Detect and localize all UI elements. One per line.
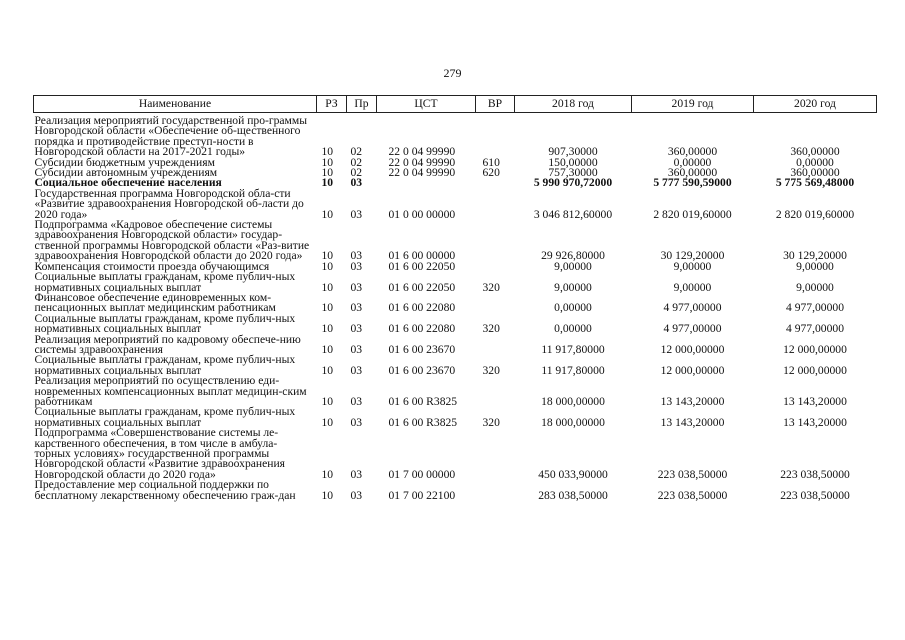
cell-name: Финансовое обеспечение единовременных ком-пенсационных выплат медицинским работникам bbox=[34, 290, 276, 315]
cell-2018: 283 038,50000 bbox=[538, 488, 608, 502]
cell-name: Социальные выплаты гражданам, кроме публич-ных нормативных социальных выплат bbox=[34, 405, 296, 429]
table-header-row bbox=[34, 96, 877, 113]
cell-rz: 10 bbox=[321, 301, 334, 315]
cell-pr: 03 bbox=[350, 415, 363, 429]
cell-2019: 12 000,00000 bbox=[660, 363, 725, 377]
cell-pr: 03 bbox=[350, 249, 363, 263]
cell-2018: 11 917,80000 bbox=[541, 363, 605, 377]
table-row bbox=[34, 480, 877, 501]
cell-name: Социальные выплаты гражданам, кроме публич-ных нормативных социальных выплат bbox=[34, 270, 296, 294]
cell-pr: 03 bbox=[350, 488, 363, 502]
cell-pr: 03 bbox=[350, 207, 363, 221]
cell-pr: 02 bbox=[350, 145, 363, 159]
cell-2018: 9,00000 bbox=[554, 280, 592, 294]
cell-cst: 01 6 00 22080 bbox=[388, 301, 456, 315]
cell-2019: 13 143,20000 bbox=[660, 415, 725, 429]
cell-2018: 907,30000 bbox=[548, 145, 598, 159]
table-row bbox=[34, 293, 877, 314]
cell-vr bbox=[476, 178, 515, 188]
cell-pr: 03 bbox=[350, 394, 363, 408]
cell-rz: 10 bbox=[321, 166, 334, 180]
cell-2018: 5 990 970,72000 bbox=[533, 176, 613, 190]
cell-2020: 2 820 019,60000 bbox=[775, 207, 855, 221]
header-rz: РЗ bbox=[317, 96, 347, 113]
cell-2019: 9,00000 bbox=[673, 259, 712, 273]
cell-pr: 03 bbox=[350, 301, 363, 315]
cell-2018: 18 000,00000 bbox=[541, 415, 605, 429]
cell-2020: 360,00000 bbox=[790, 166, 840, 180]
cell-2020: 4 977,00000 bbox=[786, 322, 844, 336]
cell-cst: 01 7 00 00000 bbox=[388, 467, 456, 481]
cell-vr: 320 bbox=[482, 322, 500, 336]
cell-2020: 223 038,50000 bbox=[780, 467, 850, 481]
cell-2019: 4 977,00000 bbox=[663, 301, 722, 315]
cell-rz: 10 bbox=[321, 363, 334, 377]
cell-rz: 10 bbox=[321, 155, 334, 169]
cell-2020: 5 775 569,48000 bbox=[775, 176, 855, 190]
cell-name: Компенсация стоимости проезда обучающимся bbox=[34, 259, 270, 273]
cell-pr: 03 bbox=[350, 467, 363, 481]
cell-2019: 0,00000 bbox=[673, 155, 712, 169]
table-row bbox=[34, 355, 877, 376]
cell-2019: 12 000,00000 bbox=[660, 342, 725, 356]
cell-cst: 01 6 00 R3825 bbox=[388, 394, 458, 408]
cell-name: Социальные выплаты гражданам, кроме публич-ных нормативных социальных выплат bbox=[34, 353, 296, 377]
cell-cst: 01 6 00 R3825 bbox=[388, 415, 458, 429]
cell-vr: 320 bbox=[482, 280, 500, 294]
cell-2020: 12 000,00000 bbox=[783, 363, 847, 377]
cell-vr: 320 bbox=[482, 415, 500, 429]
table-row bbox=[34, 376, 877, 407]
cell-cst: 01 6 00 23670 bbox=[388, 363, 456, 377]
cell-2019: 223 038,50000 bbox=[657, 488, 728, 502]
cell-name: Реализация мероприятий по кадровому обеспече-нию системы здравоохранения bbox=[34, 332, 301, 356]
cell-rz: 10 bbox=[321, 145, 334, 159]
cell-2019: 4 977,00000 bbox=[663, 322, 722, 336]
table-body bbox=[34, 113, 877, 502]
cell-name: Субсидии автономным учреждениям bbox=[34, 166, 218, 180]
table-row bbox=[34, 220, 877, 262]
cell-2019: 223 038,50000 bbox=[657, 467, 728, 481]
cell-pr: 03 bbox=[350, 363, 363, 377]
cell-rz: 10 bbox=[321, 488, 334, 502]
cell-name: Субсидии бюджетным учреждениям bbox=[34, 155, 215, 169]
cell-name: Государственная программа Новгородской обла-сти «Развитие здравоохранения Новгородской об-ласти до 2020 года» bbox=[34, 186, 304, 221]
cell-2019: 360,00000 bbox=[667, 145, 718, 159]
cell-cst: 22 0 04 99990 bbox=[388, 166, 456, 180]
cell-name: Подпрограмма «Кадровое обеспечение системы здравоохранения Новгородской области» государ-ственной программы Новгородской области «Раз-витие здравоохранения Новгородской области до 2020 года» bbox=[34, 218, 310, 263]
header-2019: 2019 год bbox=[632, 96, 754, 113]
cell-vr bbox=[476, 428, 515, 480]
cell-name: Подпрограмма «Совершенствование системы ле-карственного обеспечения, в том числе в амбула-торных условиях» государственной программы Новгородской области «Развитие здравоохранения Новгородской области до 2020 года» bbox=[34, 426, 286, 481]
cell-vr bbox=[476, 293, 515, 314]
cell-pr: 03 bbox=[350, 176, 363, 190]
cell-pr: 02 bbox=[350, 166, 363, 180]
cell-2020: 0,00000 bbox=[796, 155, 834, 169]
table-row bbox=[34, 407, 877, 428]
cell-2018: 757,30000 bbox=[548, 166, 598, 180]
cell-vr bbox=[476, 220, 515, 262]
cell-vr: 320 bbox=[482, 363, 500, 377]
cell-2019: 2 820 019,60000 bbox=[653, 207, 732, 221]
cell-rz: 10 bbox=[321, 249, 334, 263]
page-number: 279 bbox=[443, 66, 462, 80]
cell-rz: 10 bbox=[321, 259, 334, 273]
cell-vr bbox=[476, 262, 515, 272]
cell-name: Социальное обеспечение населения bbox=[34, 176, 222, 190]
header-2018: 2018 год bbox=[515, 96, 632, 113]
cell-vr bbox=[476, 113, 515, 158]
cell-cst: 22 0 04 99990 bbox=[388, 155, 456, 169]
cell-2019: 9,00000 bbox=[673, 280, 712, 294]
cell-2020: 13 143,20000 bbox=[783, 415, 847, 429]
cell-2019: 13 143,20000 bbox=[660, 394, 725, 408]
cell-2020: 9,00000 bbox=[796, 280, 834, 294]
cell-cst bbox=[377, 178, 476, 188]
cell-rz: 10 bbox=[321, 280, 334, 294]
cell-cst: 01 6 00 00000 bbox=[388, 249, 456, 263]
cell-vr bbox=[476, 335, 515, 356]
cell-rz: 10 bbox=[321, 322, 334, 336]
cell-2018: 3 046 812,60000 bbox=[533, 207, 613, 221]
cell-cst: 01 6 00 22050 bbox=[388, 259, 456, 273]
cell-2018: 0,00000 bbox=[554, 301, 592, 315]
cell-vr: 620 bbox=[482, 166, 500, 180]
cell-cst: 01 7 00 22100 bbox=[388, 488, 456, 502]
cell-2018: 9,00000 bbox=[554, 259, 592, 273]
cell-vr bbox=[476, 376, 515, 407]
cell-vr bbox=[476, 189, 515, 220]
cell-pr: 02 bbox=[350, 155, 363, 169]
cell-2020: 30 129,20000 bbox=[783, 249, 847, 263]
cell-2020: 360,00000 bbox=[790, 145, 840, 159]
cell-2018: 150,00000 bbox=[548, 155, 598, 169]
table-row bbox=[34, 189, 877, 220]
cell-rz: 10 bbox=[321, 394, 334, 408]
cell-name: Предоставление мер социальной поддержки по бесплатному лекарственному обеспечению граж-дан bbox=[34, 478, 296, 502]
cell-rz: 10 bbox=[321, 342, 334, 356]
cell-2018: 0,00000 bbox=[554, 322, 592, 336]
cell-2020: 9,00000 bbox=[796, 259, 834, 273]
cell-rz: 10 bbox=[321, 207, 334, 221]
table-row bbox=[34, 113, 877, 158]
header-vr: ВР bbox=[476, 96, 515, 113]
cell-2018: 450 033,90000 bbox=[538, 467, 608, 481]
header-2020: 2020 год bbox=[754, 96, 877, 113]
cell-2019: 30 129,20000 bbox=[660, 249, 725, 263]
cell-vr: 610 bbox=[482, 155, 500, 169]
cell-rz: 10 bbox=[321, 176, 334, 190]
table-row bbox=[34, 428, 877, 480]
cell-2020: 4 977,00000 bbox=[786, 301, 844, 315]
cell-2019: 360,00000 bbox=[667, 166, 718, 180]
cell-cst: 22 0 04 99990 bbox=[388, 145, 456, 159]
table-row bbox=[34, 272, 877, 293]
cell-vr bbox=[476, 480, 515, 501]
table-row bbox=[34, 335, 877, 356]
cell-name: Реализация мероприятий по осуществлению еди-новременных компенсационных выплат медицин-ским работникам bbox=[34, 374, 307, 408]
cell-pr: 03 bbox=[350, 322, 363, 336]
cell-2020: 223 038,50000 bbox=[780, 488, 850, 502]
header-cst: ЦСТ bbox=[377, 96, 476, 113]
cell-rz: 10 bbox=[321, 415, 334, 429]
header-pr: Пр bbox=[347, 96, 377, 113]
cell-2018: 11 917,80000 bbox=[541, 342, 605, 356]
header-name: Наименование bbox=[34, 96, 317, 113]
cell-name: Социальные выплаты гражданам, кроме публич-ных нормативных социальных выплат bbox=[34, 311, 296, 336]
cell-rz: 10 bbox=[321, 467, 334, 481]
budget-table bbox=[33, 95, 877, 501]
cell-name: Реализация мероприятий государственной про-граммы Новгородской области «Обеспечение об-щественного порядка и противодействие преступ-ности в Новгородской области на 2017-2021 годы» bbox=[34, 114, 308, 159]
cell-cst: 01 6 00 22080 bbox=[388, 322, 456, 336]
cell-cst: 01 6 00 22050 bbox=[388, 280, 456, 294]
cell-cst: 01 6 00 23670 bbox=[388, 342, 456, 356]
table-row bbox=[34, 314, 877, 335]
cell-2018: 29 926,80000 bbox=[541, 249, 605, 263]
cell-pr: 03 bbox=[350, 280, 363, 294]
cell-2019: 5 777 590,59000 bbox=[653, 176, 732, 190]
cell-pr: 03 bbox=[350, 259, 363, 273]
cell-cst: 01 0 00 00000 bbox=[388, 207, 456, 221]
cell-2020: 12 000,00000 bbox=[783, 342, 847, 356]
cell-2018: 18 000,00000 bbox=[541, 394, 605, 408]
cell-2020: 13 143,20000 bbox=[783, 394, 847, 408]
cell-pr: 03 bbox=[350, 342, 363, 356]
